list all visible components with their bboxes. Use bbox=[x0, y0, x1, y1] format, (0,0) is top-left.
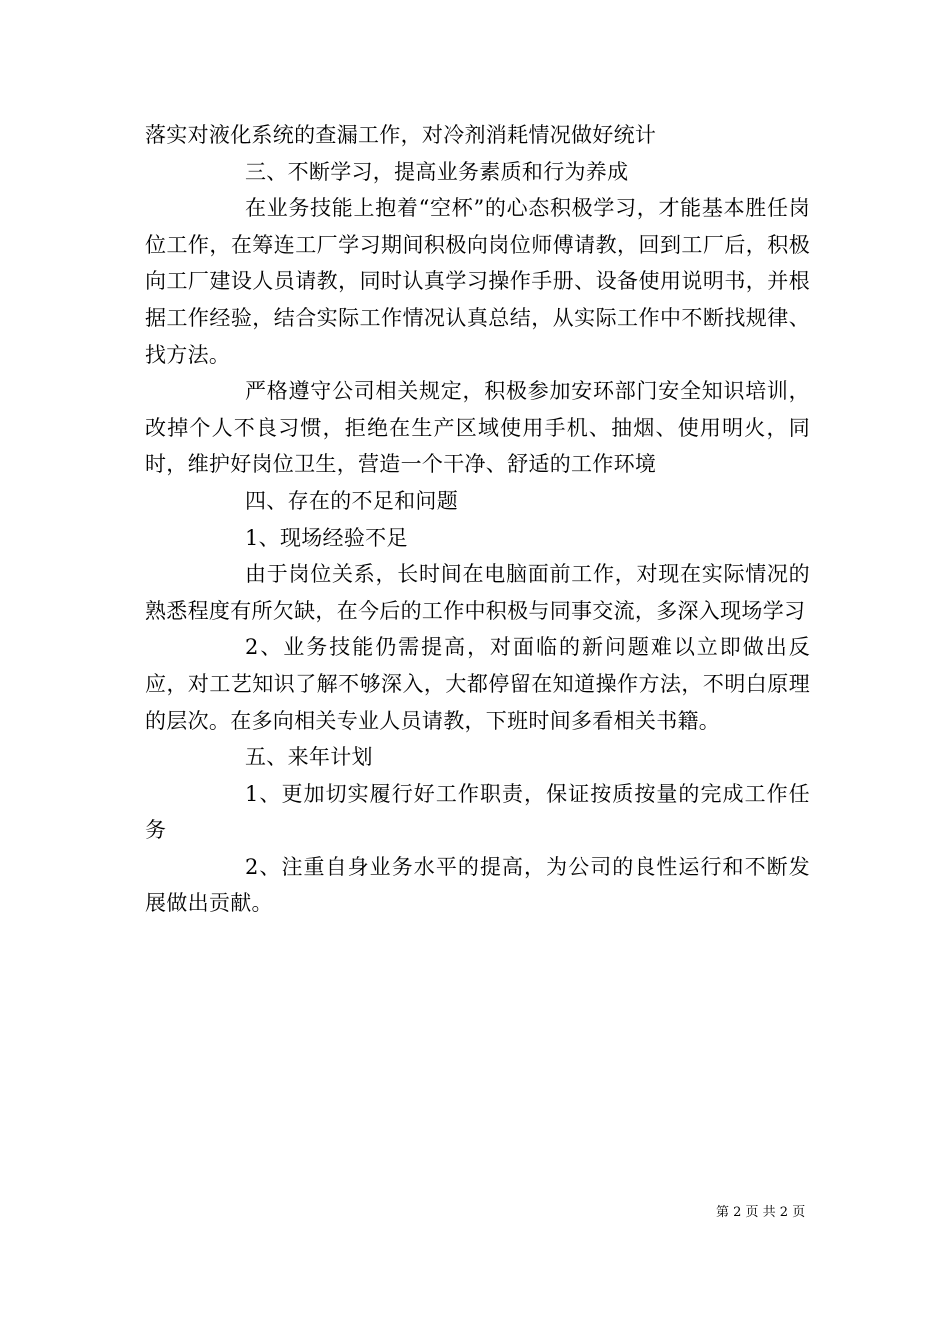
paragraph-continued: 落实对液化系统的查漏工作，对冷剂消耗情况做好统计 bbox=[145, 123, 657, 147]
section-heading-problems: 四、存在的不足和问题 bbox=[245, 488, 458, 513]
document-body bbox=[145, 117, 810, 922]
section-heading-learning: 三、不断学习，提高业务素质和行为养成 bbox=[245, 159, 629, 184]
page-number-footer: 第 2 页 共 2 页 bbox=[716, 1205, 806, 1220]
paragraph-safety-rules: 严格遵守公司相关规定，积极参加安环部门安全知识培训，改掉个人不良习惯，拒绝在生产区域使用手机、抽烟、使用明火，同时，维护好岗位卫生，营造一个干净、舒适的工作环境 bbox=[145, 379, 810, 477]
plan-item-1: 1、更加切实履行好工作职责，保证按质按量的完成工作任务 bbox=[145, 781, 810, 843]
section-heading-plan: 五、来年计划 bbox=[245, 745, 373, 770]
paragraph-skills-improvement: 2、业务技能仍需提高，对面临的新问题难以立即做出反应，对工艺知识了解不够深入，大都停留在知道操作方法，不明白原理的层次。在多向相关专业人员请教，下班时间多看相关书籍。 bbox=[145, 635, 810, 733]
paragraph-learning-skills: 在业务技能上抱着“空杯”的心态积极学习，才能基本胜任岗位工作，在筹连工厂学习期间积极向岗位师傅请教，回到工厂后，积极向工厂建设人员请教，同时认真学习操作手册、设备使用说明书，并根据工作经验，结合实际工作情况认真总结，从实际工作中不断找规律、找方法。 bbox=[145, 196, 810, 367]
subheading-field-experience: 1、现场经验不足 bbox=[245, 525, 408, 550]
plan-item-2: 2、注重自身业务水平的提高，为公司的良性运行和不断发展做出贡献。 bbox=[145, 854, 810, 916]
paragraph-field-experience: 由于岗位关系，长时间在电脑面前工作，对现在实际情况的熟悉程度有所欠缺，在今后的工作中积极与同事交流，多深入现场学习 bbox=[145, 562, 810, 623]
